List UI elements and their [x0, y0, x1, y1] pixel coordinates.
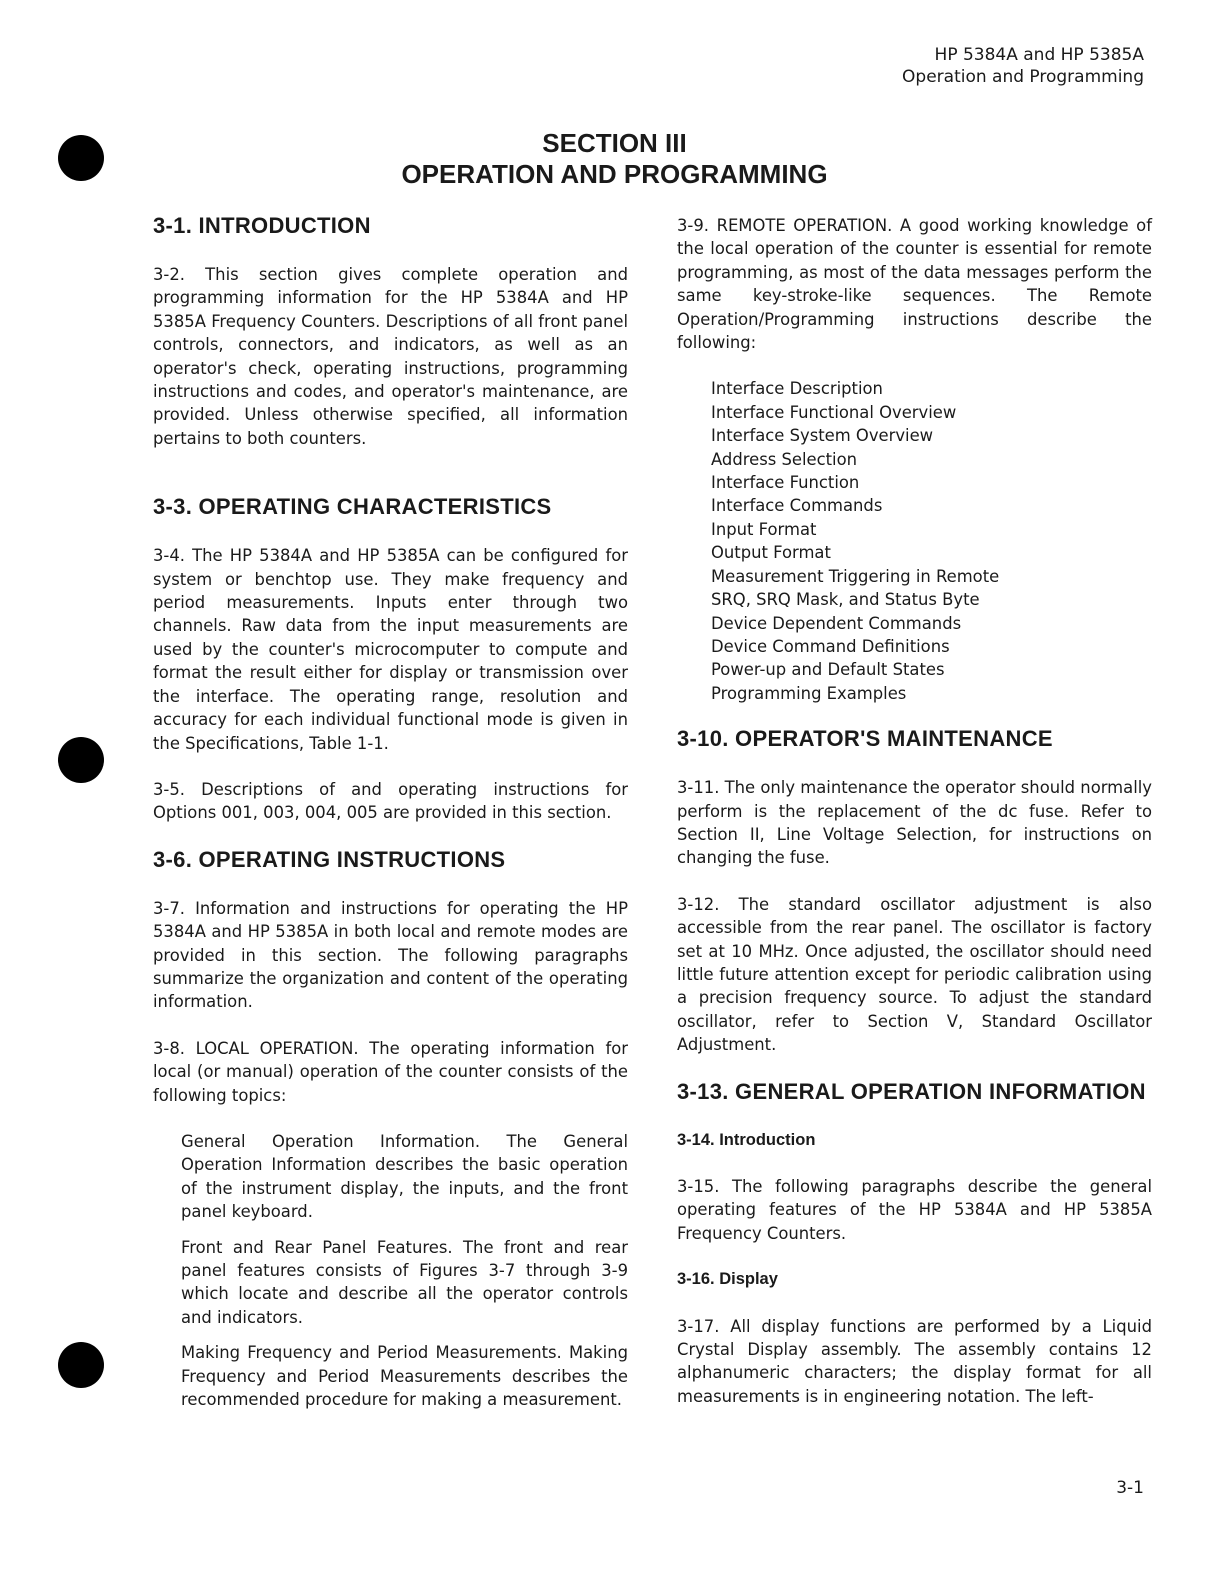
topic-general-operation: General Operation Information. The General Operation Information describes the basic operation of the instrument display, the inputs, and the front panel keyboard.	[181, 1131, 628, 1222]
paragraph-3-4: 3-4. The HP 5384A and HP 5385A can be configured for system or benchtop use. They make frequency and period measurements. Inputs enter through two channels. Raw data from the input measurements are used by the counter's microcomputer to compute and format the result either for display or transmission over the interface. The operating range, resolution and accuracy for each individual functional mode is given in the Specifications, Table 1-1.	[153, 546, 628, 753]
list-item: Device Dependent Commands	[711, 613, 962, 633]
paragraph-3-11: 3-11. The only maintenance the operator should normally perform is the replacement of the dc fuse. Refer to Section II, Line Voltage Selection, for instructions on changing the fuse.	[677, 778, 1152, 868]
paragraph-3-5: 3-5. Descriptions of and operating instructions for Options 001, 003, 004, 005 are provided in this section.	[153, 779, 628, 823]
paragraph-3-8: 3-8. LOCAL OPERATION. The operating information for local (or manual) operation of the counter consists of the following topics:	[153, 1038, 628, 1105]
heading-operating-characteristics: 3-3. OPERATING CHARACTERISTICS	[153, 494, 552, 520]
heading-general-operation-information: 3-13. GENERAL OPERATION INFORMATION	[677, 1078, 1146, 1104]
list-item: Measurement Triggering in Remote	[711, 566, 1000, 586]
paragraph-3-15: 3-15. The following paragraphs describe the general operating features of the HP 5384A and HP 5385A Frequency Counters.	[677, 1177, 1152, 1243]
paragraph-3-7: 3-7. Information and instructions for operating the HP 5384A and HP 5385A in both local and remote modes are provided in this section. The following paragraphs summarize the organization and content of the operating information.	[153, 898, 628, 1012]
paragraph-3-2: 3-2. This section gives complete operation and programming information for the HP 5384A and HP 5385A Frequency Counters. Descriptions of all front panel controls, connectors, and indicators, as well as an operator's check, operating instructions, programming instructions and codes, and operator's maintenance, are provided. Unless otherwise specified, all information pertains to both counters.	[153, 265, 628, 448]
topic-panel-features: Front and Rear Panel Features. The front and rear panel features consists of Figures 3-7 through 3-9 which locate and describe all the operator controls and indicators.	[181, 1237, 628, 1327]
heading-introduction: 3-1. INTRODUCTION	[153, 213, 371, 238]
right-column	[677, 214, 1152, 1431]
list-item: Output Format	[711, 543, 831, 563]
heading-operating-instructions: 3-6. OPERATING INSTRUCTIONS	[153, 846, 506, 872]
list-item: Interface Commands	[711, 496, 883, 516]
list-item: Device Command Definitions	[711, 636, 950, 656]
page-number: 3-1	[1116, 1478, 1144, 1498]
section-title	[0, 128, 1229, 190]
left-column	[153, 214, 628, 1423]
punch-hole-middle	[58, 737, 104, 783]
punch-hole-bottom	[58, 1342, 104, 1388]
remote-topics-list	[677, 377, 1152, 705]
section-name: OPERATION AND PROGRAMMING	[401, 159, 828, 189]
subheading-display: 3-16. Display	[677, 1270, 778, 1289]
list-item: SRQ, SRQ Mask, and Status Byte	[711, 590, 980, 610]
header-section: Operation and Programming	[902, 67, 1144, 87]
list-item: Interface Functional Overview	[711, 402, 957, 422]
header-model: HP 5384A and HP 5385A	[934, 45, 1144, 65]
subheading-introduction: 3-14. Introduction	[677, 1130, 816, 1149]
paragraph-3-17: 3-17. All display functions are performed by a Liquid Crystal Display assembly. The assembly contains 12 alphanumeric characters; the display format for all measurements is in engineering notation. The left-	[677, 1316, 1152, 1406]
list-item: Programming Examples	[711, 683, 907, 703]
section-number: SECTION III	[542, 128, 687, 158]
list-item: Interface System Overview	[711, 426, 934, 446]
running-header	[902, 44, 1144, 88]
list-item: Address Selection	[711, 449, 858, 469]
paragraph-3-9: 3-9. REMOTE OPERATION. A good working knowledge of the local operation of the counter is essential for remote programming, as most of the data messages perform the same key-stroke-like sequences. The Remote Operation/Programming instructions describe the following:	[677, 216, 1152, 353]
topic-measurements: Making Frequency and Period Measurements. Making Frequency and Period Measurements describes the recommended procedure for making a measurement.	[181, 1343, 628, 1410]
paragraph-3-12: 3-12. The standard oscillator adjustment is also accessible from the rear panel. The oscillator is factory set at 10 MHz. Once adjusted, the oscillator should need little future attention except for periodic calibration using a precision frequency source. To adjust the standard oscillator, refer to Section V, Standard Oscillator Adjustment.	[677, 894, 1152, 1055]
list-item: Input Format	[711, 519, 817, 539]
list-item: Interface Description	[711, 379, 883, 399]
list-item: Power-up and Default States	[711, 660, 945, 680]
list-item: Interface Function	[711, 473, 860, 493]
heading-operators-maintenance: 3-10. OPERATOR'S MAINTENANCE	[677, 726, 1053, 752]
